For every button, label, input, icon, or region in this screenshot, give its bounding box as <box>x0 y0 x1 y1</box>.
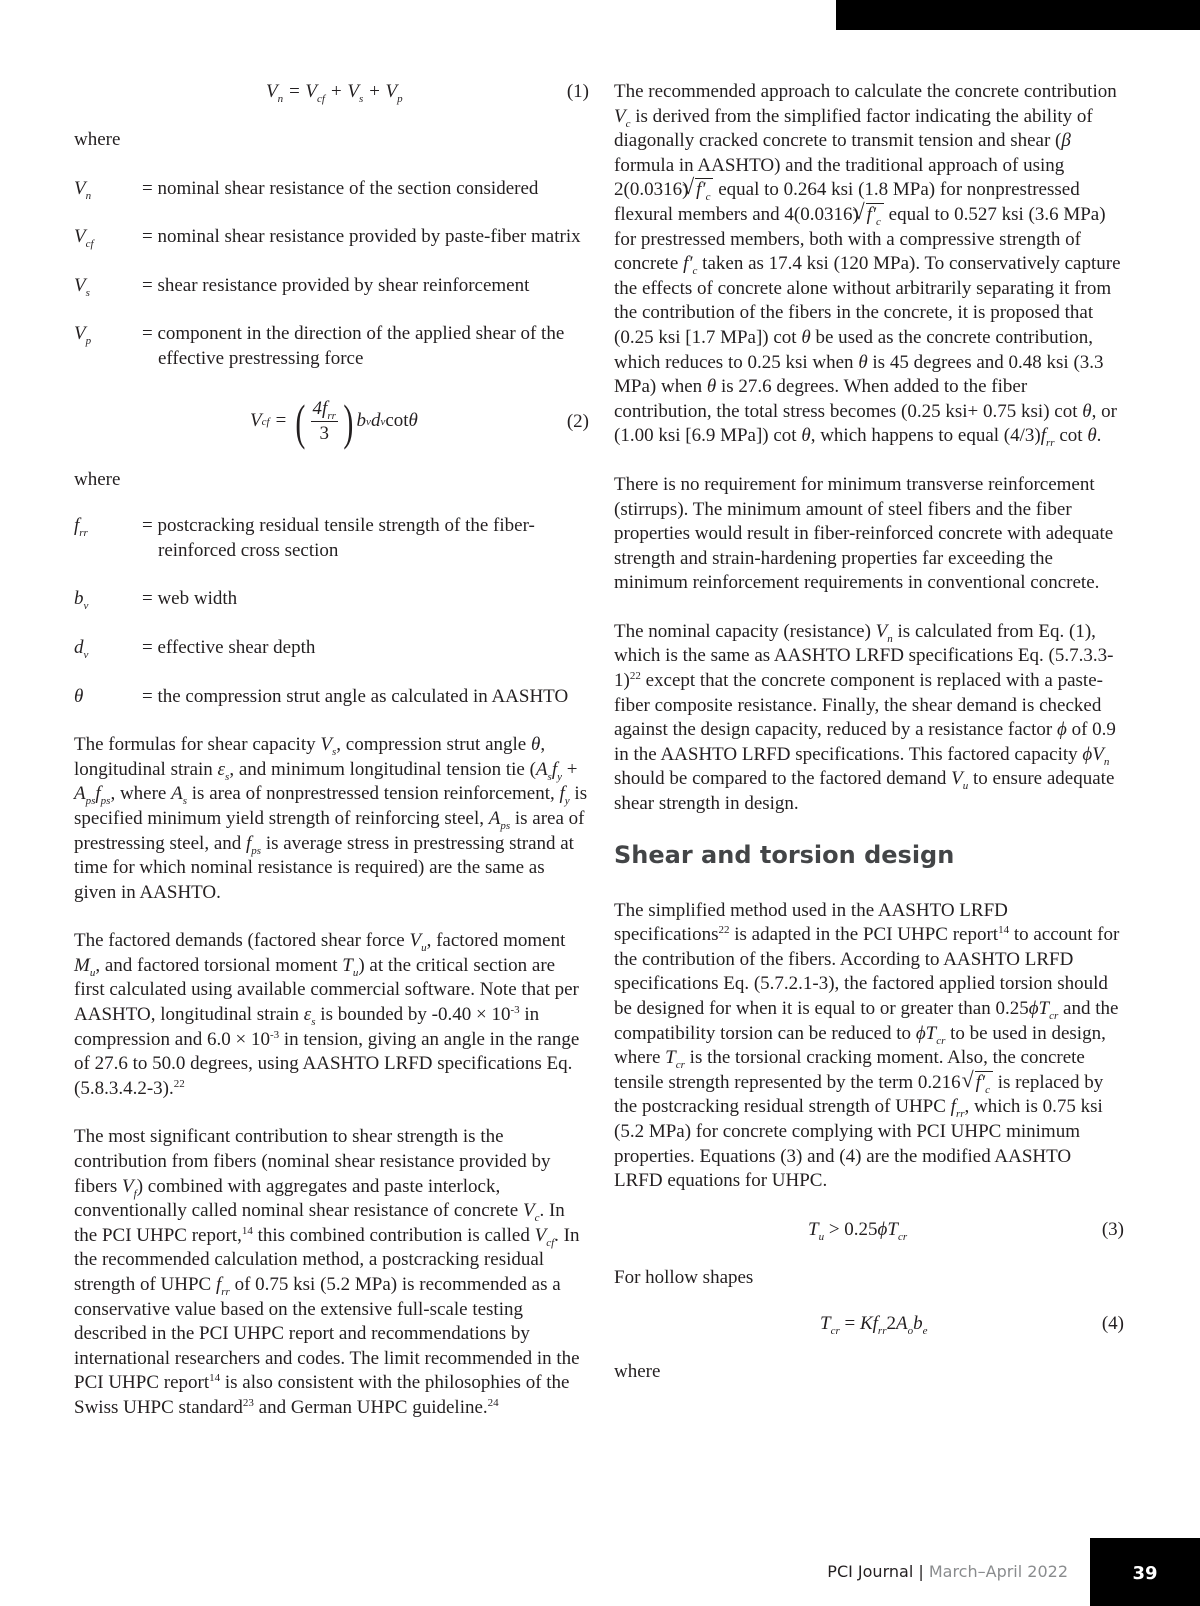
equation-2 <box>74 390 589 454</box>
paragraph-fiber-contribution: The most significant contribution to shear strength is the contribution from fibers (nominal shear resistance provided by fibers $V_f$) combined with aggregates and paste interlock, conventionally called nominal shear resistance of concrete $V_c$. In the PCI UHPC report,$^{14}$ this combined contribution is called $V_{cf}$. In the recommended calculation method, a postcracking residual strength of UHPC $f_{rr}$ of 0.75 ksi (5.2 MPa) is recommended as a conservative value based on the extensive full-scale testing described in the PCI UHPC report and recommendations by international researchers and codes. The limit recommended in the PCI UHPC report$^{14}$ is also consistent with the philosophies of the Swiss UHPC standard$^{23}$ and German UHPC guideline.$^{24}$ <box>74 1126 580 1418</box>
definition-symbol: $V_{cf}$ <box>74 226 94 251</box>
definition-row <box>74 514 589 563</box>
equation-1 <box>74 80 589 106</box>
equation-3 <box>614 1218 1124 1244</box>
definition-symbol: $V_n$ <box>74 177 92 202</box>
equation-4-expression: $T_{cr} = Kf_{rr}2A_ob_e$ <box>820 1313 928 1338</box>
equation-4-number: (4) <box>1101 1313 1124 1335</box>
right-column <box>614 80 1124 1409</box>
paragraph-factored-demands: The factored demands (factored shear force $V_u$, factored moment $M_u$, and factored torsional moment $T_u$) at the critical section are first calculated using available commercial software. Note that per AASHTO, longitudinal strain $\varepsilon_s$ is bounded by $-0.40 \times 10^{-3}$ in compression and $6.0 \times 10^{-3}$ in tension, giving an angle in the range of 27.6 to 50.0 degrees, using AASHTO LRFD specifications Eq. (5.8.3.4.2-3).$^{22}$ <box>74 930 580 1099</box>
definition-symbol: $b_v$ <box>74 588 89 613</box>
definitions-list-1 <box>74 177 589 372</box>
where-label-1: where <box>74 129 121 150</box>
definition-text: = nominal shear resistance provided by paste-fiber matrix <box>142 226 581 248</box>
where-label-3: where <box>614 1361 661 1383</box>
definition-text: = the compression strut angle as calculated in AASHTO <box>142 685 569 707</box>
hollow-shapes-label: For hollow shapes <box>614 1266 754 1288</box>
definitions-list-2 <box>74 514 589 709</box>
page-number: 39 <box>1090 1538 1200 1606</box>
equation-2-number: (2) <box>566 410 589 432</box>
paragraph-nominal-capacity: The nominal capacity (resistance) $V_n$ is calculated from Eq. (1), which is the same as AASHTO LRFD specifications Eq. $(5.7.3.3-1)^{22}$ except that the concrete component is replaced with a paste-fiber composite resistance. Finally, the shear demand is checked against the design capacity, reduced by a resistance factor ϕ of 0.9 in the AASHTO LRFD specifications. This factored capacity $\phi V_n$ should be compared to the factored demand $V_u$ to ensure adequate shear strength in design. <box>614 620 1116 815</box>
definition-symbol: $d_v$ <box>74 636 89 661</box>
definition-row <box>74 177 589 202</box>
definition-symbol: $f_{rr}$ <box>74 515 88 540</box>
top-black-bar <box>836 0 1200 30</box>
definition-text: = component in the direction of the applied shear of the effective prestressing force <box>142 323 565 369</box>
definition-row <box>74 225 589 250</box>
page-footer <box>0 1538 1200 1606</box>
definition-text: = nominal shear resistance of the section considered <box>142 177 539 199</box>
footer-journal <box>827 1560 1068 1585</box>
equation-3-expression: $T_u > 0.25\phi T_{cr}$ <box>808 1218 908 1243</box>
definition-text: = postcracking residual tensile strength of the fiber-reinforced cross section <box>142 515 535 561</box>
definition-row <box>74 274 589 299</box>
definition-row <box>74 636 589 661</box>
issue-date: March–April 2022 <box>928 1562 1068 1582</box>
where-label-2: where <box>74 468 121 490</box>
definition-row <box>74 587 589 612</box>
equation-4 <box>614 1312 1124 1338</box>
definition-row <box>74 685 589 710</box>
definition-text: = effective shear depth <box>142 636 316 658</box>
equation-2-expression: V cf = ( $\frac{4f_{rr}}{3}$ ) b v d v cot θ <box>250 393 418 450</box>
paragraph-transverse-reinforcement: There is no requirement for minimum transverse reinforcement (stirrups). The minimum amount of steel fibers and the fiber properties would result in fiber-reinforced concrete with adequate strength and strain-hardening properties far exceeding the minimum reinforcement requirements in conventional concrete. <box>614 473 1114 594</box>
section-heading: Shear and torsion design <box>614 840 955 869</box>
equation-1-expression: $V_n = V_{cf} + V_s + V_p$ <box>266 81 403 105</box>
journal-name: PCI Journal <box>827 1562 914 1582</box>
paragraph-concrete-contribution: The recommended approach to calculate the concrete contribution $V_c$ is derived from the simplified factor indicating the ability of diagonally cracked concrete to transmit tension and shear (β formula in AASHTO) and the traditional approach of using 2(0.0316) √ $f'_c$ equal to 0.264 ksi (1.8 MPa) for nonprestressed flexural members and 4(0.0316) √ $f'_c$ equal to 0.527 ksi (3.6 MPa) for prestressed members, both with a compressive strength of concrete $f'_c$ taken as 17.4 ksi (120 MPa). To conservatively capture the effects of concrete alone without arbitrarily separating it from the contribution of the fibers in the concrete, it is proposed that (0.25 ksi [1.7 MPa]) cot θ be used as the concrete contribution, which reduces to 0.25 ksi when θ is 45 degrees and 0.48 ksi (3.3 MPa) when θ is 27.6 degrees. When added to the fiber contribution, the total stress becomes (0.25 ksi+ 0.75 ksi) cot θ, or (1.00 ksi [6.9 MPa]) cot θ, which happens to equal $(4/3)f_{rr}$ cot θ. <box>614 80 1124 449</box>
definition-symbol: $V_s$ <box>74 274 90 299</box>
paragraph-torsion-method: The simplified method used in the AASHTO LRFD specifications$^{22}$ is adapted in the PCI UHPC report$^{14}$ to account for the contribution of the fibers. According to AASHTO LRFD specifications Eq. (5.7.2.1-3), the factored applied torsion should be designed for when it is equal to or greater than $0.25\phi T_{cr}$ and the compatibility torsion can be reduced to $\phi T_{cr}$ to be used in design, where $T_{cr}$ is the torsional cracking moment. Also, the concrete tensile strength represented by the term 0.216√ $f'_c$ is replaced by the postcracking residual strength of UHPC $f_{rr}$, which is 0.75 ksi (5.2 MPa) for concrete complying with PCI UHPC minimum properties. Equations (3) and (4) are the modified AASHTO LRFD equations for UHPC. <box>614 899 1124 1194</box>
paragraph-shear-formulas: The formulas for shear capacity $V_s$, compression strut angle θ, longitudinal strain $\varepsilon_s$, and minimum longitudinal tension tie ($A_sf_y + A_{ps}f_{ps}$, where $A_s$ is area of nonprestressed tension reinforcement, $f_y$ is specified minimum yield strength of reinforcing steel, $A_{ps}$ is area of prestressing steel, and $f_{ps}$ is average stress in prestressing strand at time for which nominal resistance is required) are the same as given in AASHTO. <box>74 734 588 903</box>
definition-symbol: $V_p$ <box>74 323 92 348</box>
left-column <box>74 80 589 1445</box>
equation-3-number: (3) <box>1101 1218 1124 1240</box>
footer-separator: | <box>918 1562 924 1582</box>
definition-text: = web width <box>142 588 238 610</box>
definition-symbol: θ <box>74 685 84 707</box>
equation-1-number: (1) <box>566 81 589 102</box>
definition-text: = shear resistance provided by shear reinforcement <box>142 274 530 296</box>
definition-row <box>74 322 589 371</box>
